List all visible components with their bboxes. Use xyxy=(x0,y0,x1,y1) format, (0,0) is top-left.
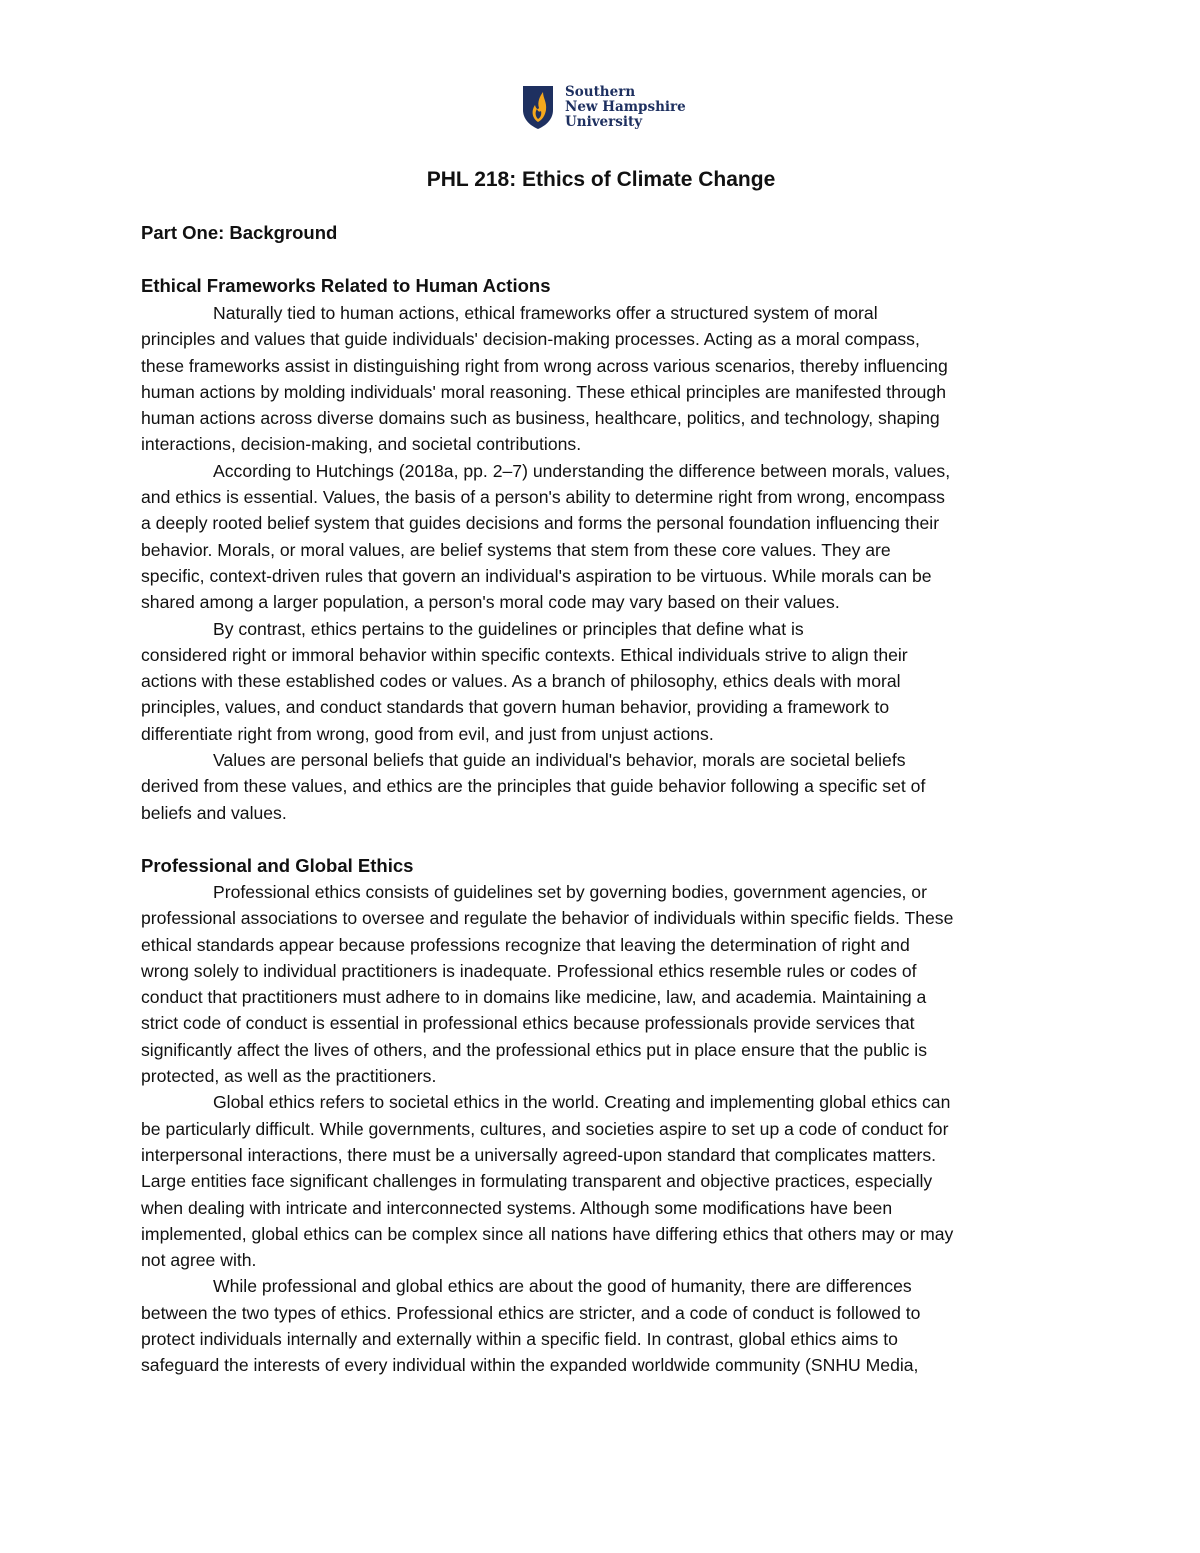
paragraph-line: Large entities face significant challenges in formulating transparent and objective practices, especially xyxy=(141,1171,933,1192)
logo-wordmark xyxy=(565,85,686,130)
paragraph-line: not agree with. xyxy=(141,1250,257,1271)
paragraph-line: principles, values, and conduct standards that govern human behavior, providing a framework to xyxy=(141,697,890,718)
shield-flame-icon xyxy=(521,84,555,130)
paragraph-line: conduct that practitioners must adhere to in domains like medicine, law, and academia. Maintaining a xyxy=(141,987,927,1008)
paragraph-line: professional associations to oversee and regulate the behavior of individuals within specific fields. These xyxy=(141,908,954,929)
document-title: PHL 218: Ethics of Climate Change xyxy=(426,168,776,191)
paragraph-line: a deeply rooted belief system that guides decisions and forms the personal foundation influencing their xyxy=(141,513,940,534)
paragraph-line: interactions, decision-making, and societal contributions. xyxy=(141,434,582,455)
paragraph-line: wrong solely to individual practitioners is inadequate. Professional ethics resemble rules or codes of xyxy=(141,960,917,981)
paragraph-line: and ethics is essential. Values, the basis of a person's ability to determine right from wrong, encompass xyxy=(141,487,945,508)
paragraph-line: Values are personal beliefs that guide an individual's behavior, morals are societal beliefs xyxy=(213,750,906,771)
paragraph-line: interpersonal interactions, there must be a universally agreed-upon standard that complicates matters. xyxy=(141,1144,937,1165)
paragraph-line: safeguard the interests of every individual within the expanded worldwide community (SNHU Media, xyxy=(141,1355,919,1376)
logo-line-3: University xyxy=(565,114,643,130)
paragraph-line: ethical standards appear because professions recognize that leaving the determination of right and xyxy=(141,934,910,955)
paragraph-line: principles and values that guide individuals' decision-making processes. Acting as a moral compass, xyxy=(141,329,920,350)
logo-line-2: New Hampshire xyxy=(565,99,686,115)
paragraph-line: Naturally tied to human actions, ethical frameworks offer a structured system of moral xyxy=(213,303,878,323)
document-page xyxy=(141,0,1061,1553)
paragraph-line: actions with these established codes or values. As a branch of philosophy, ethics deals with moral xyxy=(141,671,901,692)
university-logo xyxy=(521,84,721,134)
paragraph-line: when dealing with intricate and interconnected systems. Although some modifications have been xyxy=(141,1197,893,1218)
paragraph-line: strict code of conduct is essential in professional ethics because professionals provide services that xyxy=(141,1013,915,1034)
paragraph-line: behavior. Morals, or moral values, are belief systems that stem from these core values. They are xyxy=(141,539,891,560)
paragraph-line: significantly affect the lives of others, and the professional ethics put in place ensure that the public is xyxy=(141,1039,927,1060)
paragraph-line: specific, context-driven rules that govern an individual's aspiration to be virtuous. While morals can be xyxy=(141,565,932,586)
paragraph-line: human actions across diverse domains such as business, healthcare, politics, and technology, shaping xyxy=(141,408,940,429)
paragraph-line: these frameworks assist in distinguishing right from wrong across various scenarios, thereby influencing xyxy=(141,355,948,376)
paragraph-line: Global ethics refers to societal ethics in the world. Creating and implementing global ethics can xyxy=(213,1092,951,1113)
paragraph-line: According to Hutchings (2018a, pp. 2–7) understanding the difference between morals, values, xyxy=(213,460,951,481)
paragraph-line: derived from these values, and ethics are the principles that guide behavior following a specific set of xyxy=(141,776,926,797)
section-heading-professional-global-ethics: Professional and Global Ethics xyxy=(141,855,414,876)
paragraph-line: shared among a larger population, a person's moral code may vary based on their values. xyxy=(141,592,840,613)
paragraph-line: By contrast, ethics pertains to the guidelines or principles that define what is xyxy=(213,618,804,639)
paragraph-line: differentiate right from wrong, good from evil, and just from unjust actions. xyxy=(141,723,714,744)
section-body-ethical-frameworks xyxy=(141,300,1061,826)
logo-line-1: Southern xyxy=(565,84,636,100)
paragraph-line: human actions by molding individuals' moral reasoning. These ethical principles are manifested through xyxy=(141,381,946,402)
paragraph-line: While professional and global ethics are about the good of humanity, there are differences xyxy=(213,1276,912,1297)
section-heading-ethical-frameworks: Ethical Frameworks Related to Human Actions xyxy=(141,275,551,296)
paragraph-line: Professional ethics consists of guidelines set by governing bodies, government agencies, or xyxy=(213,882,927,902)
paragraph-line: protect individuals internally and externally within a specific field. In contrast, global ethics aims to xyxy=(141,1329,898,1350)
part-heading: Part One: Background xyxy=(141,222,338,243)
paragraph-line: implemented, global ethics can be complex since all nations have differing ethics that others may or may xyxy=(141,1223,954,1244)
paragraph-line: beliefs and values. xyxy=(141,802,287,823)
paragraph-line: between the two types of ethics. Professional ethics are stricter, and a code of conduct is followed to xyxy=(141,1302,921,1323)
section-body-professional-global-ethics xyxy=(141,879,1061,1379)
paragraph-line: be particularly difficult. While governments, cultures, and societies aspire to set up a code of conduct for xyxy=(141,1118,949,1139)
paragraph-line: protected, as well as the practitioners. xyxy=(141,1066,437,1087)
paragraph-line: considered right or immoral behavior within specific contexts. Ethical individuals strive to align their xyxy=(141,644,908,665)
